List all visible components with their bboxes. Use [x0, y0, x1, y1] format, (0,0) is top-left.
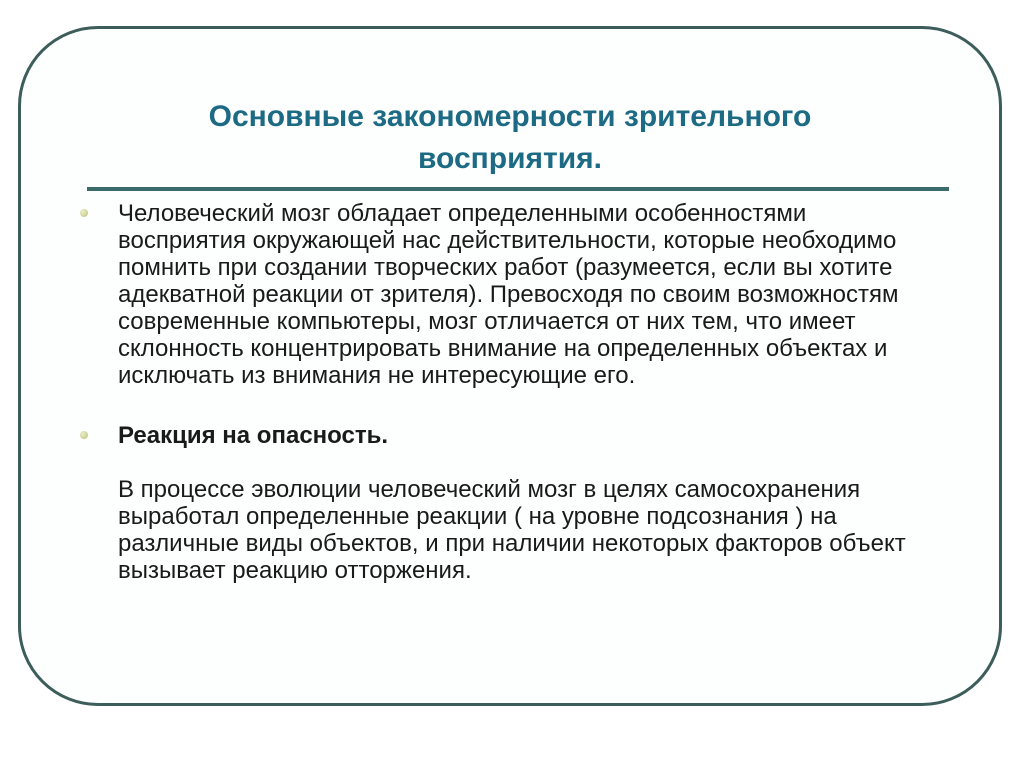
bullet-item [80, 422, 920, 584]
round-bullet-icon [80, 431, 88, 439]
title-underline [87, 187, 949, 191]
paragraph-spacer [118, 449, 920, 476]
slide-title: Основные закономерности зрительного восприятия. [208, 100, 812, 175]
bullet-text: В процессе эволюции человеческий мозг в целях самосохранения выработал определенные реакции ( на уровне подсознания ) на различные виды объектов, и при наличии некоторых факторов объект вызывает реакцию отторжения. [118, 476, 906, 584]
bullet-item [80, 200, 920, 389]
bullet-heading: Реакция на опасность. [118, 422, 389, 449]
round-bullet-icon [80, 209, 88, 217]
slide-content [80, 200, 920, 584]
bullet-text: Человеческий мозг обладает определенными особенностями восприятия окружающей нас действительности, которые необходимо помнить при создании творческих работ (разумеется, если вы хотите адекватной реакции от зрителя). Превосходя по своим возможностям современные компьютеры, мозг отличается от них тем, что имеет склонность концентрировать внимание на определенных объектах и исключать из внимания не интересующие его. [118, 200, 899, 389]
